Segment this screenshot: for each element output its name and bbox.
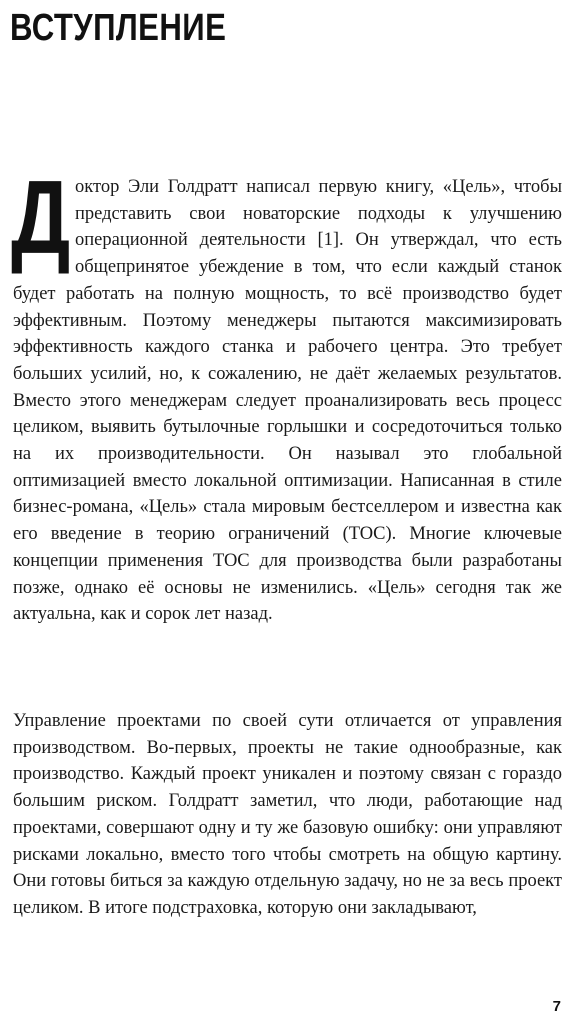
page-number: 7 <box>552 998 561 1015</box>
paragraph-2: Управление проектами по своей сути отличается от управления производством. Во-первых, проекты не такие однообразные, как производство. Каждый проект уникален и поэтому связан с гораздо большим риском. Голдратт заметил, что люди, работающие над проектами, совершают одну и ту же базовую ошибку: они управляют рисками локально, вместо того чтобы смотреть на общую картину. Они готовы биться за каждую отдельную задачу, но не за весь проект целиком. В итоге подстраховка, которую они закладывают, <box>13 711 562 918</box>
chapter-title: ВСТУПЛЕНИЕ <box>10 7 227 49</box>
drop-cap: Д <box>11 160 71 276</box>
paragraph-1 <box>11 160 562 628</box>
paragraph-1-text: октор Эли Голдратт написал первую книгу, «Цель», чтобы представить свои новаторские подходы к улучшению операционной деятельности [1]. Он утверждал, что есть общепринятое убеждение в том, что если каждый станок будет работать на полную мощность, то всё производство будет эффективным. Поэтому менеджеры пытаются максимизировать эффективность каждого станка и рабочего центра. Это требует больших усилий, но, к сожалению, не даёт желаемых результатов. Вместо этого менеджерам следует проанализировать весь процесс целиком, выявить бутылочные горлышки и сосредоточиться только на их производительности. Он называл это глобальной оптимизацией вместо локальной оптимизации. Написанная в стиле бизнес-романа, «Цель» стала мировым бестселлером и известна как его введение в теорию ограничений (TOC). Многие ключевые концепции применения TOC для производства были разработаны позже, однако её основы не изменились. «Цель» сегодня так же актуальна, как и сорок лет назад. <box>13 177 562 625</box>
